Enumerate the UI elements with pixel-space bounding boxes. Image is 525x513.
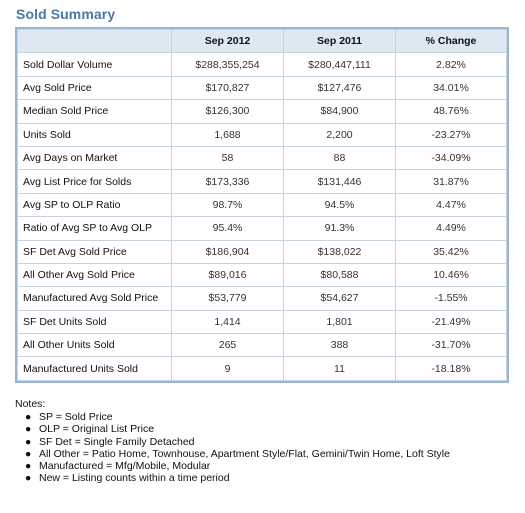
row-value-percent-change: 31.87% [396,170,507,193]
bullet-icon: ● [25,411,32,424]
row-value-percent-change: -31.70% [396,334,507,357]
row-value-sep-2011: $127,476 [284,76,396,99]
row-value-percent-change: 4.49% [396,217,507,240]
header-percent-change: % Change [396,30,507,53]
row-value-sep-2011: 1,801 [284,310,396,333]
row-label: SF Det Avg Sold Price [18,240,172,263]
note-item [25,472,450,484]
row-value-sep-2011: $84,900 [284,100,396,123]
row-label: All Other Units Sold [18,334,172,357]
row-value-sep-2011: $54,627 [284,287,396,310]
row-value-sep-2012: $288,355,254 [172,53,284,76]
row-value-sep-2011: 91.3% [284,217,396,240]
sold-summary-table [17,29,507,381]
row-label: Avg SP to OLP Ratio [18,193,172,216]
sold-summary-table-container [15,27,509,383]
bullet-icon: ● [25,447,32,460]
note-text: SP = Sold Price [39,411,113,424]
notes-heading: Notes: [15,398,46,410]
table-row [18,100,507,123]
table-row [18,53,507,76]
note-item [25,411,450,423]
table-row [18,76,507,99]
note-item [25,460,450,472]
row-value-sep-2011: $138,022 [284,240,396,263]
row-label: Manufactured Units Sold [18,357,172,380]
table-row [18,310,507,333]
row-value-sep-2012: $186,904 [172,240,284,263]
table-row [18,193,507,216]
row-value-sep-2011: 11 [284,357,396,380]
table-header-row [18,30,507,53]
row-label: Avg Days on Market [18,146,172,169]
row-value-sep-2012: $173,336 [172,170,284,193]
table-row [18,170,507,193]
note-text: SF Det = Single Family Detached [39,435,195,448]
header-blank-cell [18,30,172,53]
table-row [18,263,507,286]
row-value-percent-change: -23.27% [396,123,507,146]
table-row [18,217,507,240]
row-value-percent-change: 35.42% [396,240,507,263]
row-value-percent-change: -34.09% [396,146,507,169]
note-text: All Other = Patio Home, Townhouse, Apartment Style/Flat, Gemini/Twin Home, Loft Style [39,447,450,460]
row-value-sep-2012: 1,688 [172,123,284,146]
row-value-sep-2011: 388 [284,334,396,357]
row-value-percent-change: 48.76% [396,100,507,123]
row-label: All Other Avg Sold Price [18,263,172,286]
bullet-icon: ● [25,472,32,485]
notes-section [15,398,450,484]
row-value-sep-2012: 95.4% [172,217,284,240]
row-value-sep-2012: 98.7% [172,193,284,216]
row-value-sep-2012: 265 [172,334,284,357]
note-item [25,436,450,448]
row-label: Median Sold Price [18,100,172,123]
row-label: Avg Sold Price [18,76,172,99]
row-value-sep-2012: $53,779 [172,287,284,310]
note-text: New = Listing counts within a time period [39,472,230,485]
row-value-sep-2011: $280,447,111 [284,53,396,76]
header-sep-2012: Sep 2012 [172,30,284,53]
row-value-percent-change: 4.47% [396,193,507,216]
row-value-sep-2011: $131,446 [284,170,396,193]
row-value-percent-change: 10.46% [396,263,507,286]
table-row [18,287,507,310]
row-value-percent-change: 34.01% [396,76,507,99]
table-row [18,240,507,263]
row-label: Sold Dollar Volume [18,53,172,76]
row-label: Ratio of Avg SP to Avg OLP [18,217,172,240]
row-value-sep-2011: 94.5% [284,193,396,216]
table-row [18,334,507,357]
bullet-icon: ● [25,460,32,473]
row-label: Avg List Price for Solds [18,170,172,193]
row-value-percent-change: 2.82% [396,53,507,76]
table-row [18,357,507,380]
note-text: Manufactured = Mfg/Mobile, Modular [39,460,211,473]
row-value-sep-2011: 88 [284,146,396,169]
row-label: SF Det Units Sold [18,310,172,333]
table-row [18,123,507,146]
note-text: OLP = Original List Price [39,423,155,436]
row-value-sep-2012: 58 [172,146,284,169]
row-value-percent-change: -18.18% [396,357,507,380]
table-row [18,146,507,169]
row-value-sep-2012: $89,016 [172,263,284,286]
row-value-sep-2011: $80,588 [284,263,396,286]
row-label: Units Sold [18,123,172,146]
notes-list [15,411,450,484]
note-item [25,423,450,435]
bullet-icon: ● [25,435,32,448]
note-item [25,448,450,460]
header-sep-2011: Sep 2011 [284,30,396,53]
row-value-sep-2012: 1,414 [172,310,284,333]
row-value-sep-2012: $170,827 [172,76,284,99]
row-value-percent-change: -1.55% [396,287,507,310]
row-value-percent-change: -21.49% [396,310,507,333]
row-value-sep-2012: $126,300 [172,100,284,123]
page-title: Sold Summary [16,6,116,22]
bullet-icon: ● [25,423,32,436]
row-value-sep-2012: 9 [172,357,284,380]
row-value-sep-2011: 2,200 [284,123,396,146]
row-label: Manufactured Avg Sold Price [18,287,172,310]
